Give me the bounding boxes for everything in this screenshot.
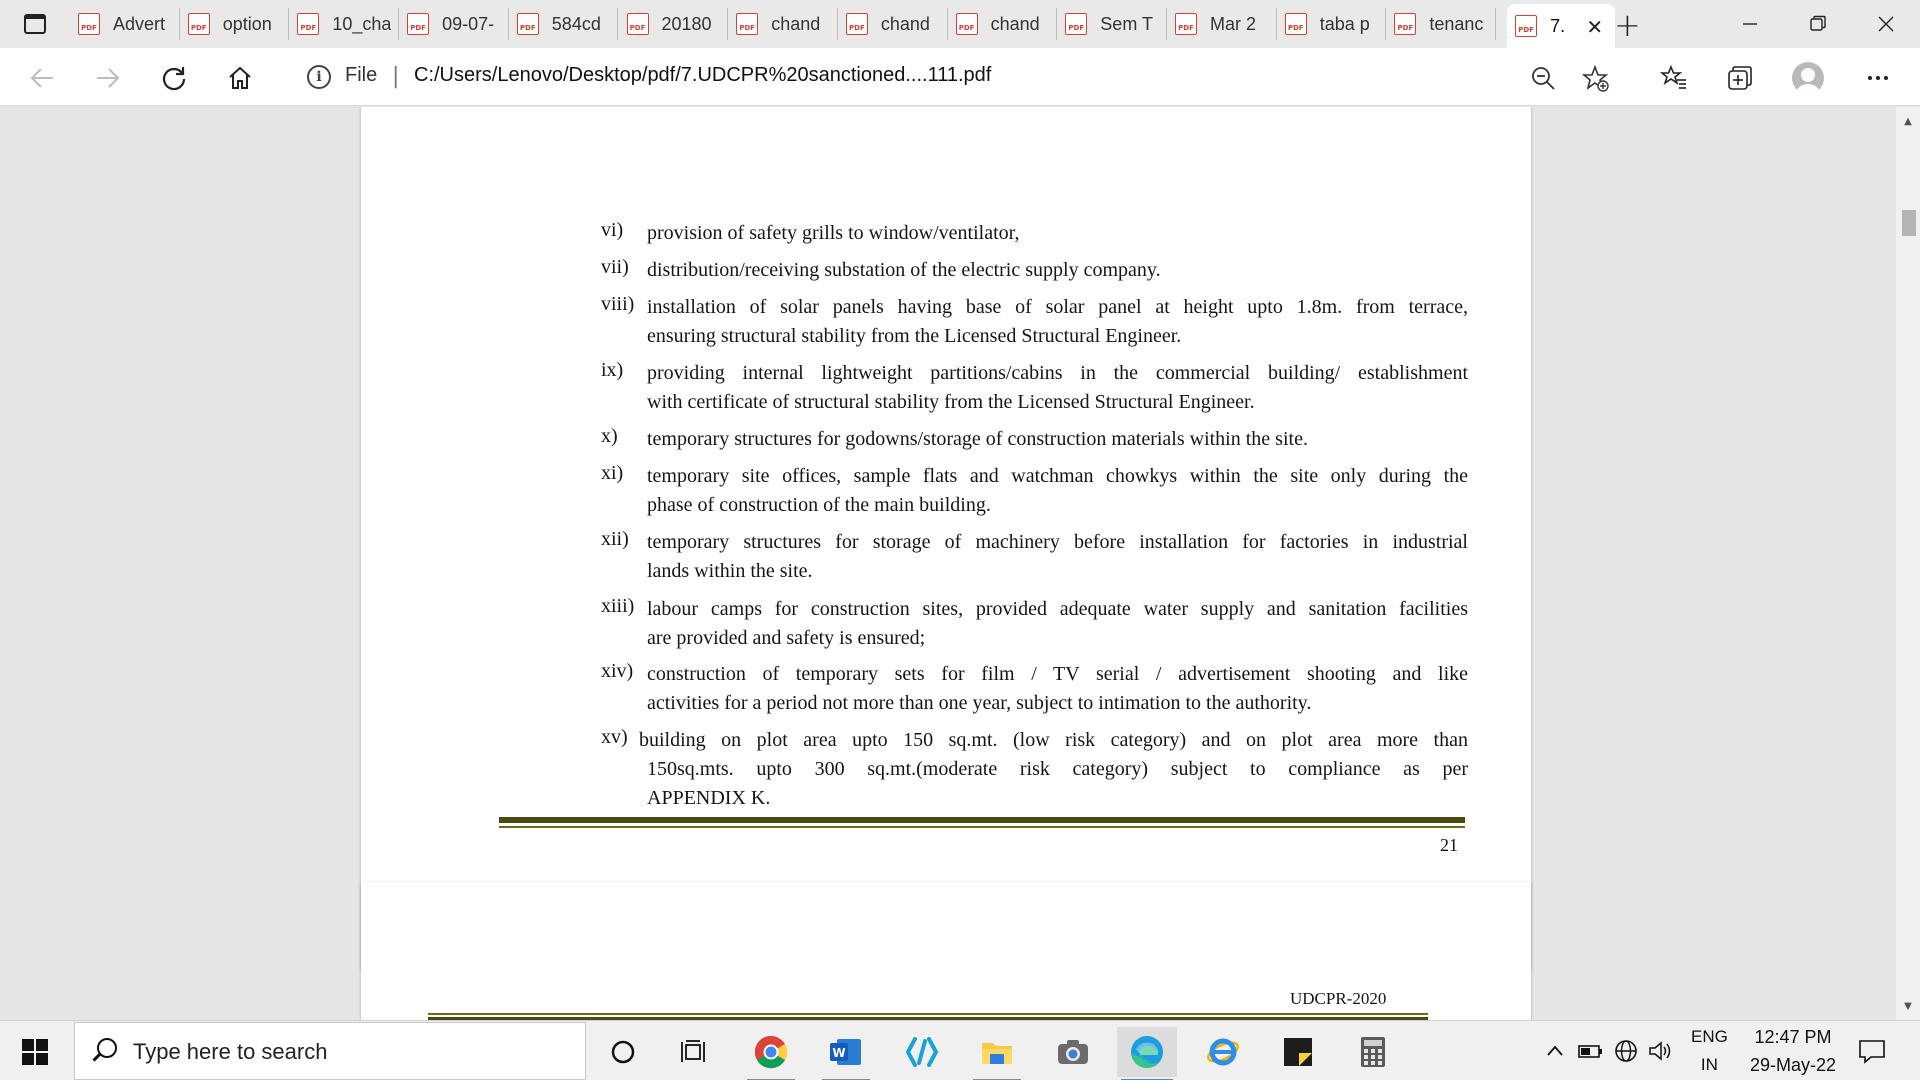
- page-header: UDCPR-2020: [1290, 989, 1387, 1008]
- tab-label: 09-07-: [442, 13, 495, 34]
- collections-icon[interactable]: [1722, 60, 1758, 96]
- tab-label: Advert: [113, 13, 166, 34]
- file-explorer-icon[interactable]: [967, 1027, 1027, 1077]
- minimize-icon: [1741, 15, 1759, 33]
- file-scheme-label: File: [345, 64, 378, 86]
- address-bar[interactable]: [282, 55, 1607, 99]
- pdf-viewer[interactable]: [0, 107, 1920, 1020]
- tab-active[interactable]: [1507, 4, 1615, 48]
- search-icon: [97, 1038, 117, 1058]
- internet-explorer-icon[interactable]: [1193, 1027, 1253, 1077]
- scroll-up-icon[interactable]: ▲: [1904, 115, 1912, 127]
- tab-label: 584cd: [551, 13, 601, 34]
- clause-text-line: with certificate of structural stability from the Licensed Structural Engineer.: [647, 391, 1255, 413]
- address-separator: |: [392, 64, 400, 89]
- tab[interactable]: [70, 8, 180, 40]
- pdf-icon: PDF: [846, 13, 868, 35]
- clause-text-line: APPENDIX K.: [647, 787, 771, 809]
- clause-number: xiv): [601, 660, 634, 682]
- clock[interactable]: [1743, 1021, 1843, 1080]
- back-button[interactable]: [24, 60, 60, 96]
- clause-number: x): [601, 425, 618, 447]
- clause-text-line: construction of temporary sets for film / TV serial / advertisement shooting and like: [647, 663, 1468, 685]
- scrollbar-thumb[interactable]: [1902, 210, 1916, 236]
- refresh-button[interactable]: [156, 60, 192, 96]
- settings-more-icon[interactable]: [1860, 60, 1896, 96]
- info-icon[interactable]: i: [307, 65, 331, 89]
- new-tab-button[interactable]: +: [1614, 6, 1641, 44]
- tab[interactable]: [619, 8, 729, 40]
- clause-text-line: distribution/receiving substation of the electric supply company.: [647, 259, 1161, 281]
- pdf-icon: PDF: [297, 13, 319, 35]
- clause-item: [601, 425, 1468, 454]
- clause-item: [601, 359, 1468, 417]
- header-rule-thin: [428, 1013, 1428, 1015]
- footer-rule: [499, 817, 1465, 823]
- pdf-icon: PDF: [407, 13, 429, 35]
- clause-text-line: activities for a period not more than one year, subject to intimation to the authority.: [647, 692, 1312, 714]
- clause-text-line: temporary structures for godowns/storage of construction materials within the site.: [647, 428, 1308, 450]
- zoom-icon[interactable]: [1530, 65, 1556, 97]
- tab[interactable]: [948, 8, 1058, 40]
- tab[interactable]: [1057, 8, 1167, 40]
- tab[interactable]: [838, 8, 948, 40]
- clause-text-line: lands within the site.: [647, 560, 813, 582]
- refresh-icon: [160, 64, 188, 92]
- clause-text-line: are provided and safety is ensured;: [647, 627, 926, 649]
- clause-item: [601, 528, 1468, 586]
- pdf-icon: PDF: [517, 13, 539, 35]
- minimize-button[interactable]: [1716, 0, 1784, 48]
- tab[interactable]: [399, 8, 509, 40]
- clause-number: xii): [601, 528, 629, 550]
- tab-label: chand: [771, 13, 821, 34]
- clause-item: [601, 595, 1468, 653]
- cortana-icon[interactable]: [593, 1027, 653, 1077]
- windows-taskbar: [0, 1020, 1920, 1080]
- camera-icon[interactable]: [1043, 1027, 1103, 1077]
- tab-label: 10_cha: [332, 13, 392, 34]
- pdf-icon: PDF: [627, 13, 649, 35]
- show-hidden-icons-icon[interactable]: [1545, 1021, 1565, 1080]
- pdf-page-22: [361, 882, 1531, 1020]
- vertical-scrollbar[interactable]: [1896, 107, 1920, 1020]
- footer-rule-thin: [499, 826, 1465, 828]
- clause-number: vi): [601, 219, 624, 241]
- pdf-page-21: [361, 107, 1531, 970]
- tab[interactable]: [1386, 8, 1496, 40]
- window-controls: [1716, 0, 1920, 48]
- tab-label: 20180: [661, 13, 712, 34]
- battery-icon[interactable]: [1578, 1021, 1604, 1080]
- tab[interactable]: [180, 8, 290, 40]
- tab[interactable]: [1167, 8, 1277, 40]
- clause-number: ix): [601, 359, 624, 381]
- tab-label: Mar 2: [1210, 13, 1257, 34]
- forward-button[interactable]: [90, 60, 126, 96]
- clause-number: xi): [601, 462, 624, 484]
- taskbar-search-box[interactable]: [74, 1022, 586, 1080]
- pdf-icon: PDF: [1175, 13, 1197, 35]
- sticky-notes-icon[interactable]: [1268, 1027, 1328, 1077]
- clock-time: 12:47 PM: [1754, 1027, 1832, 1047]
- windows-start-icon[interactable]: [22, 1039, 48, 1065]
- home-button[interactable]: [222, 60, 258, 96]
- notifications-icon[interactable]: [1857, 1021, 1887, 1080]
- edge-icon[interactable]: [1117, 1027, 1177, 1077]
- clause-item: [601, 660, 1468, 718]
- clause-number: vii): [601, 256, 629, 278]
- pdf-icon: PDF: [188, 13, 210, 35]
- search-placeholder: Type here to search: [133, 1039, 328, 1064]
- tab-actions-icon[interactable]: [18, 10, 52, 38]
- pdf-icon: PDF: [1515, 15, 1537, 37]
- clause-number: xiii): [601, 595, 635, 617]
- language-indicator[interactable]: [1691, 1021, 1728, 1080]
- clause-number: xv): [601, 726, 628, 748]
- xodo-icon[interactable]: [892, 1027, 952, 1077]
- pdf-icon: PDF: [956, 13, 978, 35]
- tab-label: tenanc: [1429, 13, 1484, 34]
- tab[interactable]: [289, 8, 399, 40]
- clause-text-line: phase of construction of the main building.: [647, 494, 991, 516]
- tab[interactable]: [1277, 8, 1387, 40]
- language-code: ENG: [1691, 1027, 1728, 1046]
- tab-strip: [0, 0, 1920, 48]
- clause-text-line: building on plot area upto 150 sq.mt. (low risk category) and on plot area more than: [639, 729, 1468, 751]
- tab-label: chand: [880, 13, 930, 34]
- tab[interactable]: [509, 8, 619, 40]
- clause-item: [601, 219, 1468, 248]
- network-globe-icon[interactable]: [1613, 1021, 1639, 1080]
- pdf-icon: PDF: [1394, 13, 1416, 35]
- svg-text:W: W: [832, 1046, 846, 1060]
- tab-label: chand: [990, 13, 1040, 34]
- clock-date: 29-May-22: [1749, 1055, 1837, 1075]
- clause-text-line: providing internal lightweight partitions/cabins in the commercial building/ establishment: [647, 362, 1468, 384]
- page-number: 21: [1440, 835, 1458, 855]
- volume-icon[interactable]: [1648, 1021, 1674, 1080]
- clause-item: [601, 462, 1468, 520]
- clause-text-line: labour camps for construction sites, provided adequate water supply and sanitation facilities: [647, 598, 1468, 620]
- pdf-icon: PDF: [78, 13, 100, 35]
- close-tab-icon[interactable]: ✕: [1586, 15, 1604, 39]
- browser-toolbar: [0, 48, 1920, 106]
- tab-label: 7.: [1550, 15, 1566, 36]
- home-icon: [226, 64, 254, 92]
- calculator-icon[interactable]: [1343, 1027, 1403, 1077]
- forward-arrow-icon: [95, 65, 121, 91]
- favorites-icon[interactable]: [1656, 60, 1692, 96]
- add-favorite-icon[interactable]: [1582, 65, 1610, 99]
- tab-label: Sem T: [1100, 13, 1153, 34]
- restore-icon: [1809, 15, 1827, 33]
- profile-avatar[interactable]: [1792, 62, 1824, 94]
- clause-item: [601, 726, 1468, 813]
- clause-text-line: ensuring structural stability from the Licensed Structural Engineer.: [647, 325, 1182, 347]
- clause-item: [601, 256, 1468, 285]
- pdf-icon: PDF: [1065, 13, 1087, 35]
- close-window-button[interactable]: [1852, 0, 1920, 48]
- clause-text-line: temporary structures for storage of machinery before installation for factories in industrial: [647, 531, 1468, 553]
- clause-text-line: provision of safety grills to window/ventilator,: [647, 222, 1020, 244]
- pdf-icon: PDF: [1285, 13, 1307, 35]
- tab-label: taba p: [1319, 13, 1370, 34]
- scroll-down-icon[interactable]: ▼: [1904, 1000, 1912, 1012]
- url-text[interactable]: C:/Users/Lenovo/Desktop/pdf/7.UDCPR%20sanctioned....111.pdf: [414, 64, 992, 86]
- tab[interactable]: [728, 8, 838, 40]
- word-icon[interactable]: [816, 1027, 876, 1077]
- clause-text-line: 150sq.mts. upto 300 sq.mt.(moderate risk category) subject to compliance as per: [647, 758, 1468, 780]
- task-view-icon[interactable]: [665, 1027, 725, 1077]
- restore-button[interactable]: [1784, 0, 1852, 48]
- clause-number: viii): [601, 293, 635, 315]
- clause-item: [601, 293, 1468, 351]
- clause-text-line: temporary site offices, sample flats and watchman chowkys within the site only during the: [647, 465, 1468, 487]
- chrome-icon[interactable]: [741, 1027, 801, 1077]
- keyboard-region: IN: [1700, 1055, 1718, 1074]
- back-arrow-icon: [29, 65, 55, 91]
- tab-label: option: [222, 13, 272, 34]
- clause-text-line: installation of solar panels having base of solar panel at height upto 1.8m. from terrace,: [647, 296, 1468, 318]
- pdf-icon: PDF: [736, 13, 758, 35]
- close-icon: [1877, 15, 1895, 33]
